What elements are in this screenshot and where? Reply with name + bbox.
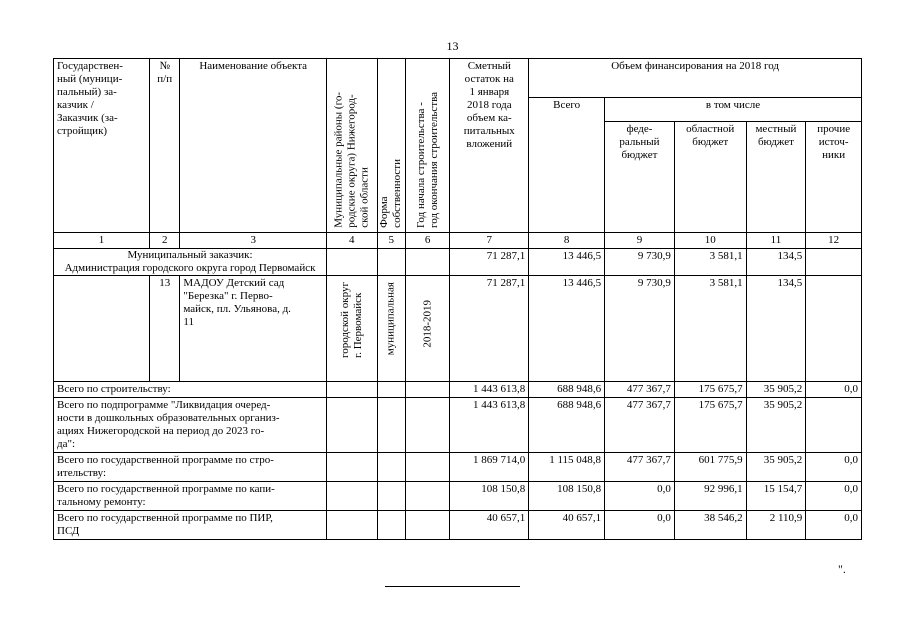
cell-value: 3 581,1: [674, 249, 746, 276]
cell-value: 601 775,9: [674, 453, 746, 482]
empty-cell: [327, 453, 378, 482]
cell-value: 3 581,1: [674, 276, 746, 382]
column-number: 8: [529, 233, 605, 249]
cell-value: 13 446,5: [529, 249, 605, 276]
header-funding: Объем финансирования на 2018 год: [529, 59, 862, 98]
customer-row: [54, 249, 862, 276]
object-row: [54, 276, 862, 382]
cell-value: 0,0: [605, 511, 675, 540]
column-number: 4: [327, 233, 378, 249]
empty-cell: [405, 482, 449, 511]
cell-value: 71 287,1: [450, 249, 529, 276]
summary-row: [54, 482, 862, 511]
summary-label: Всего по строительству:: [54, 382, 327, 398]
cell-value: 477 367,7: [605, 398, 675, 453]
cell-value: 1 443 613,8: [450, 398, 529, 453]
cell-value: 477 367,7: [605, 453, 675, 482]
summary-row: [54, 453, 862, 482]
column-numbers-row: [54, 233, 862, 249]
column-number: 3: [180, 233, 327, 249]
cell-value: 108 150,8: [450, 482, 529, 511]
column-number: 11: [746, 233, 806, 249]
cell-value: 35 905,2: [746, 453, 806, 482]
cell-value: 9 730,9: [605, 276, 675, 382]
header-other: прочие источ- ники: [806, 122, 862, 233]
summary-label: Всего по подпрограмме "Ликвидация очеред- ности в дошкольных образовательных организ- ациях Нижегородской на период до 2023 го- да":: [54, 398, 327, 453]
column-number: 10: [674, 233, 746, 249]
empty-cell: [405, 453, 449, 482]
cell-value: 1 115 048,8: [529, 453, 605, 482]
empty-cell: [405, 511, 449, 540]
header-object-name: Наименование объекта: [180, 59, 327, 233]
cell-value: [806, 398, 862, 453]
cell-value: 38 546,2: [674, 511, 746, 540]
summary-label: Всего по государственной программе по стро- ительству:: [54, 453, 327, 482]
cell-value: 175 675,7: [674, 398, 746, 453]
empty-cell: [405, 382, 449, 398]
header-ownership: Форма собственности: [377, 59, 405, 233]
cell-value: 35 905,2: [746, 382, 806, 398]
object-ownership: муниципальная: [377, 276, 405, 382]
column-number: 12: [806, 233, 862, 249]
cell-value: 134,5: [746, 249, 806, 276]
cell-value: 0,0: [806, 453, 862, 482]
cell-value: 9 730,9: [605, 249, 675, 276]
header-district: Муниципальные районы (го- родские округа) Нижегород- ской области: [327, 59, 378, 233]
header-regional: областной бюджет: [674, 122, 746, 233]
cell-value: [806, 249, 862, 276]
column-number: 7: [450, 233, 529, 249]
cell-value: 108 150,8: [529, 482, 605, 511]
cell-value: 35 905,2: [746, 398, 806, 453]
cell-value: 71 287,1: [450, 276, 529, 382]
header-including: в том числе: [605, 98, 862, 122]
cell-value: 1 443 613,8: [450, 382, 529, 398]
column-number: 1: [54, 233, 150, 249]
cell-value: 40 657,1: [529, 511, 605, 540]
cell-value: 2 110,9: [746, 511, 806, 540]
header-federal: феде- ральный бюджет: [605, 122, 675, 233]
empty-cell: [377, 398, 405, 453]
column-number: 2: [150, 233, 180, 249]
cell-value: 477 367,7: [605, 382, 675, 398]
column-number: 5: [377, 233, 405, 249]
summary-rows: [54, 382, 862, 540]
cell-value: 40 657,1: [450, 511, 529, 540]
header-years: Год начала строительства - год окончания строительства: [405, 59, 449, 233]
object-district: городской округ г. Первомайск: [327, 276, 378, 382]
cell-value: 0,0: [806, 511, 862, 540]
empty-cell: [327, 511, 378, 540]
cell-value: 0,0: [806, 382, 862, 398]
header-customer: Государствен- ный (муници- пальный) за- казчик / Заказчик (за- стройщик): [54, 59, 150, 233]
summary-label: Всего по государственной программе по капи- тальному ремонту:: [54, 482, 327, 511]
page-number: 13: [446, 39, 459, 53]
empty-cell: [327, 382, 378, 398]
cell-value: 13 446,5: [529, 276, 605, 382]
header-total: Всего: [529, 98, 605, 233]
cell-value: 688 948,6: [529, 398, 605, 453]
empty-cell: [377, 482, 405, 511]
header-estimate: Сметный остаток на 1 января 2018 года объем ка- питальных вложений: [450, 59, 529, 233]
cell-value: 92 996,1: [674, 482, 746, 511]
header-local: местный бюджет: [746, 122, 806, 233]
customer-label: Муниципальный заказчик: Администрация городского округа город Первомайск: [54, 249, 327, 276]
cell-value: 15 154,7: [746, 482, 806, 511]
separator-line: [385, 586, 520, 587]
empty-cell: [377, 511, 405, 540]
financing-table: [53, 58, 862, 540]
cell-value: 134,5: [746, 276, 806, 382]
cell-value: 175 675,7: [674, 382, 746, 398]
cell-value: 0,0: [605, 482, 675, 511]
object-name: МАДОУ Детский сад "Березка" г. Перво- майск, пл. Ульянова, д. 11: [180, 276, 327, 382]
cell-value: 1 869 714,0: [450, 453, 529, 482]
empty-cell: [405, 398, 449, 453]
summary-row: [54, 398, 862, 453]
cell-value: 0,0: [806, 482, 862, 511]
closing-quote: ".: [838, 562, 846, 576]
empty-cell: [327, 398, 378, 453]
empty-cell: [377, 382, 405, 398]
column-number: 9: [605, 233, 675, 249]
empty-cell: [377, 453, 405, 482]
cell-value: 688 948,6: [529, 382, 605, 398]
column-number: 6: [405, 233, 449, 249]
object-num: 13: [150, 276, 180, 382]
cell-value: [806, 276, 862, 382]
summary-row: [54, 511, 862, 540]
summary-row: [54, 382, 862, 398]
summary-label: Всего по государственной программе по ПИР, ПСД: [54, 511, 327, 540]
header-num: № п/п: [150, 59, 180, 233]
object-years: 2018-2019: [405, 276, 449, 382]
empty-cell: [327, 482, 378, 511]
